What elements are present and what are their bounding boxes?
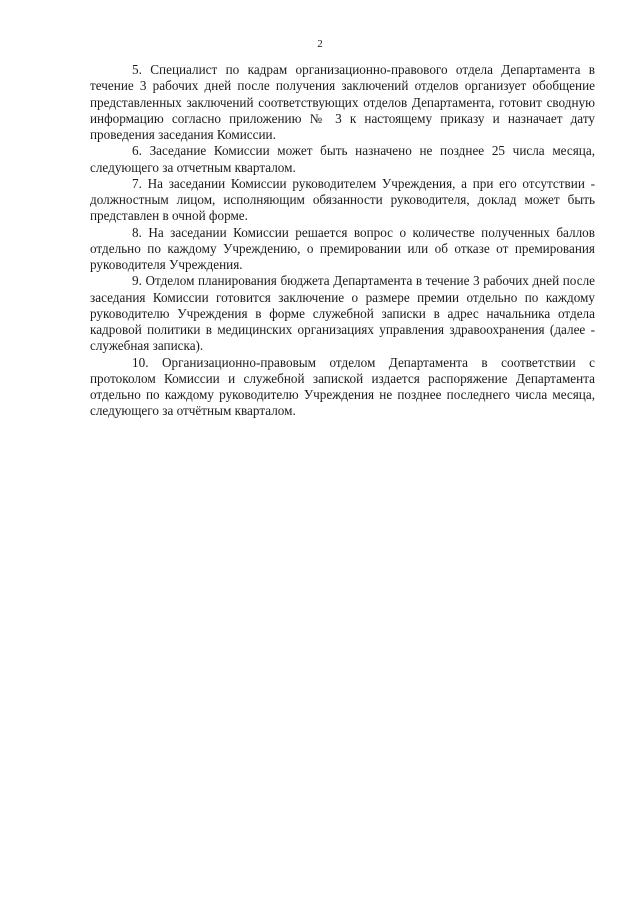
- paragraph-item-10: 10. Организационно-правовым отделом Департамента в соответствии с протоколом Комиссии и служебной запиской издается распоряжение Департамента отдельно по каждому руководителю Учреждения не позднее последнего числа месяца, следующего за отчётным кварталом.: [90, 354, 595, 419]
- paragraph-item-5: 5. Специалист по кадрам организационно-правового отдела Департамента в течение 3 рабочих дней после получения заключений отделов организует обобщение представленных заключений соответствующих отделов Департамента, готовит сводную информацию согласно приложению № 3 к настоящему приказу и назначает дату проведения заседания Комиссии.: [90, 62, 595, 142]
- paragraph-item-9: 9. Отделом планирования бюджета Департамента в течение 3 рабочих дней после заседания Комиссии готовится заключение о размере премии отдельно по каждому руководителю Учреждения в форме служебной записки в адрес начальника отдела кадровой политики в медицинских организациях управления здравоохранения (далее - служебная записка).: [90, 273, 595, 354]
- paragraph-item-6: 6. Заседание Комиссии может быть назначено не позднее 25 числа месяца, следующего за отчетным кварталом.: [90, 143, 595, 175]
- page-number: 2: [317, 38, 323, 50]
- paragraph-item-7: 7. На заседании Комиссии руководителем Учреждения, а при его отсутствии - должностным лицом, исполняющим обязанности руководителя, доклад может быть представлен в очной форме.: [90, 175, 595, 224]
- paragraph-item-8: 8. На заседании Комиссии решается вопрос о количестве полученных баллов отдельно по каждому Учреждению, о премировании или об отказе от премирования руководителя Учреждения.: [90, 224, 595, 272]
- document-body: [90, 62, 595, 420]
